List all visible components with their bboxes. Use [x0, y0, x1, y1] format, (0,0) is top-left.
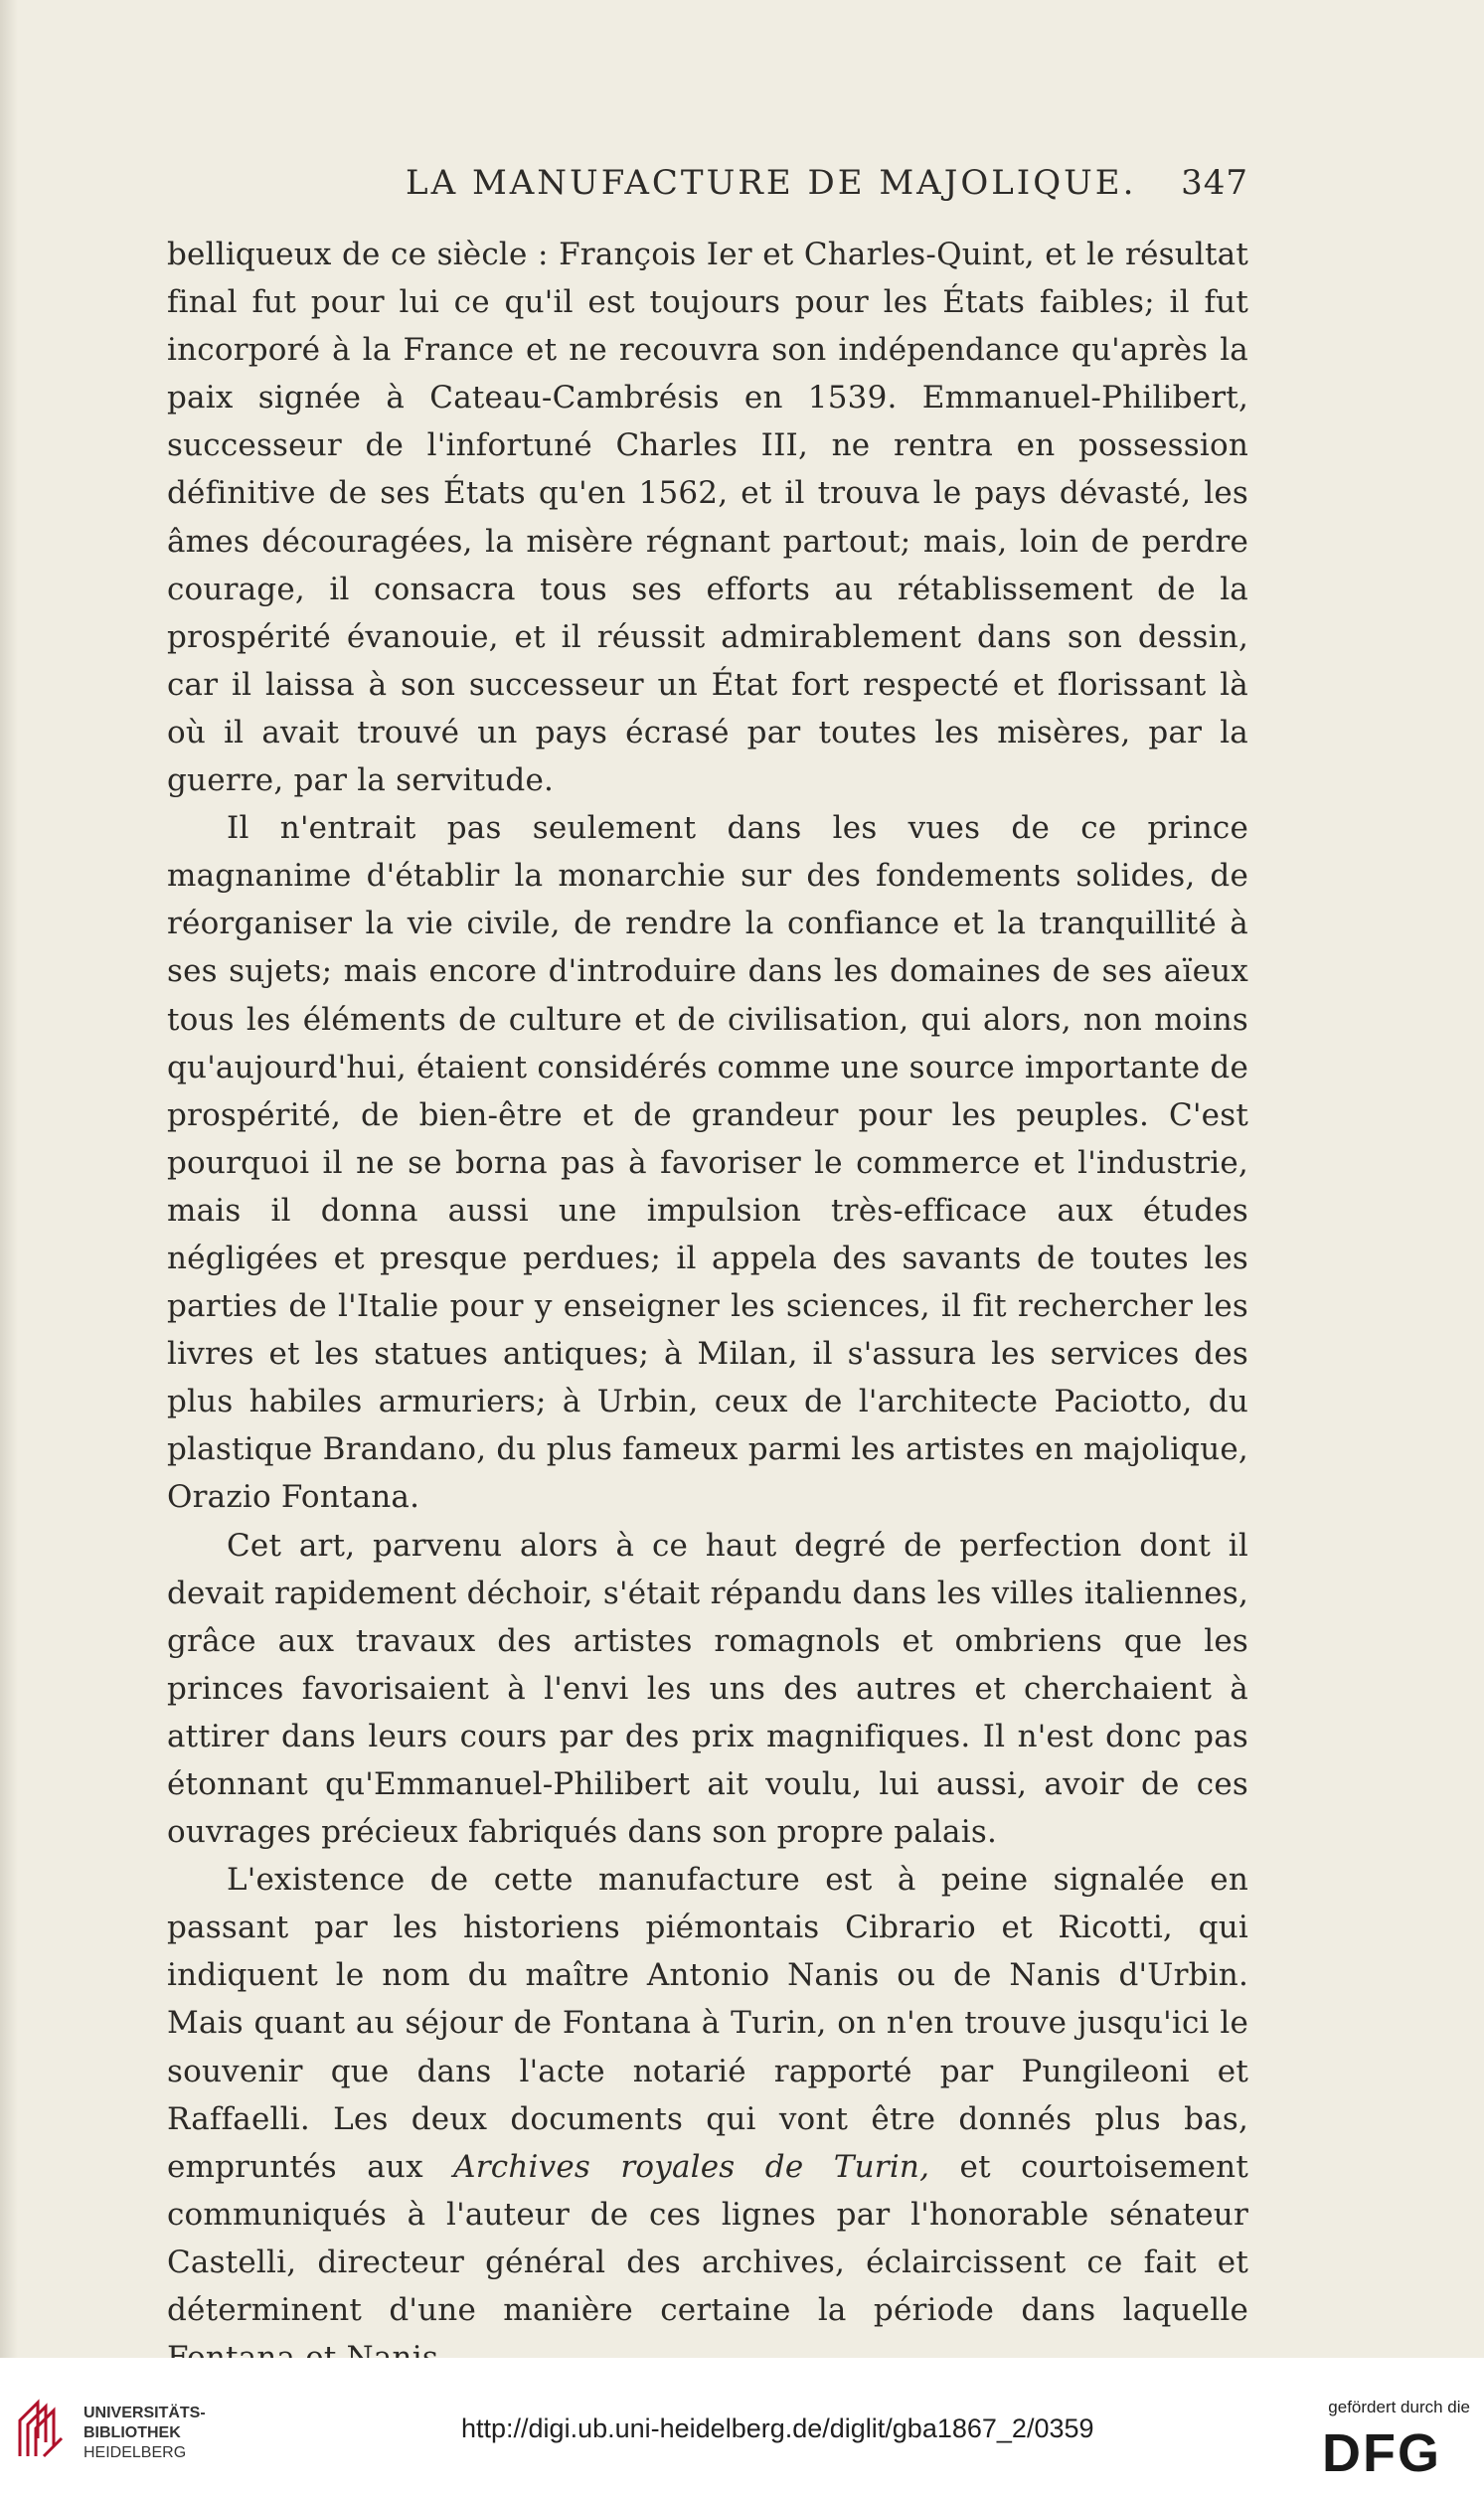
library-name-line-2: BIBLIOTHEK — [83, 2424, 181, 2441]
library-name — [83, 2404, 206, 2463]
paragraph-4 — [167, 1856, 1248, 2382]
dfg-logo-text: DFG — [1322, 2425, 1441, 2477]
funder-caption: gefördert durch die — [1328, 2398, 1470, 2416]
dfg-logo-icon — [1322, 2425, 1471, 2477]
page-number: 347 — [1181, 163, 1248, 203]
paragraph-1: belliqueux de ce siècle : François Ier et Charles-Quint, et le résultat final fut pour lui ce qu'il est toujours pour les États faibles; il fut incorporé à la France et ne recouvra son indépendance qu'après la paix signée à Cateau-Cambrésis en 1539. Emmanuel-Philibert, successeur de l'infortuné Charles III, ne rentra en possession définitive de ses États qu'en 1562, et il trouva le pays dévasté, les âmes découragées, la misère régnant partout; mais, loin de perdre courage, il consacra tous ses efforts au rétablissement de la prospérité évanouie, et il réussit admirablement dans son dessin, car il laissa à son successeur un État fort respecté et florissant là où il avait trouvé un pays écrasé par toutes les misères, par la guerre, par la servitude. — [167, 237, 1248, 799]
paragraph-3: Cet art, parvenu alors à ce haut degré de perfection dont il devait rapidement déchoir, s'était répandu dans les villes italiennes, grâce aux travaux des artistes romagnols et ombriens que les princes favorisaient à l'envi les uns des autres et cherchaient à attirer dans leurs cours par des prix magnifiques. Il n'est donc pas étonnant qu'Emmanuel-Philibert ait voulu, lui aussi, avoir de ces ouvrages précieux fabriqués dans son propre palais. — [167, 1527, 1248, 1851]
archives-title: Archives royales de Turin, — [453, 2148, 930, 2185]
running-title: LA MANUFACTURE DE MAJOLIQUE. — [406, 163, 1137, 203]
paragraph-4-text-a: L'existence de cette manufacture est à peine signalée en passant par les historiens piémontais Cibrario et Ricotti, qui indiquent le nom du maître Antonio Nanis ou de Nanis d'Urbin. Mais quant au séjour de Fontana à Turin, on n'en trouve jusqu'ici le souvenir que dans l'acte notarié rapporté par Pungileoni et Raffaelli. Les deux documents qui vont être donnés plus bas, empruntés aux — [167, 1862, 1248, 2185]
library-name-line-1: UNIVERSITÄTS- — [83, 2405, 206, 2421]
library-name-line-3: HEIDELBERG — [83, 2444, 187, 2461]
paragraph-2: Il n'entrait pas seulement dans les vues de ce prince magnanime d'établir la monarchie sur des fondements solides, de réorganiser la vie civile, de rendre la confiance et la tranquillité à ses sujets; mais encore d'introduire dans les domaines de ses aïeux tous les éléments de culture et de civilisation, qui alors, non moins qu'aujourd'hui, étaient considérés comme une source importante de prospérité, de bien-être et de grandeur pour les peuples. C'est pourquoi il ne se borna pas à favoriser le commerce et l'industrie, mais il donna aussi une impulsion très-efficace aux études négligées et presque perdues; il appela des savants de toutes les parties de l'Italie pour y enseigner les sciences, il fit rechercher les livres et les statues antiques; à Milan, il s'assura les services des plus habiles armuriers; à Urbin, ceux de l'architecte Paciotto, du plastique Brandano, du plus fameux parmi les artistes en majolique, Orazio Fontana. — [167, 810, 1248, 1516]
running-head — [167, 159, 1260, 207]
university-library-logo-icon — [14, 2391, 68, 2460]
paragraph-4-text-b: et courtoisement communiqués à l'auteur de ces lignes par l'honorable sénateur Castelli, directeur général des archives, éclaircissent ce fait et déterminent d'une manière certaine la période dans laquelle — [167, 2148, 1248, 2329]
citation-link[interactable]: http://digi.ub.uni-heidelberg.de/diglit/gba1867_2/0359 — [461, 2413, 1094, 2443]
body-text — [167, 231, 1248, 2382]
